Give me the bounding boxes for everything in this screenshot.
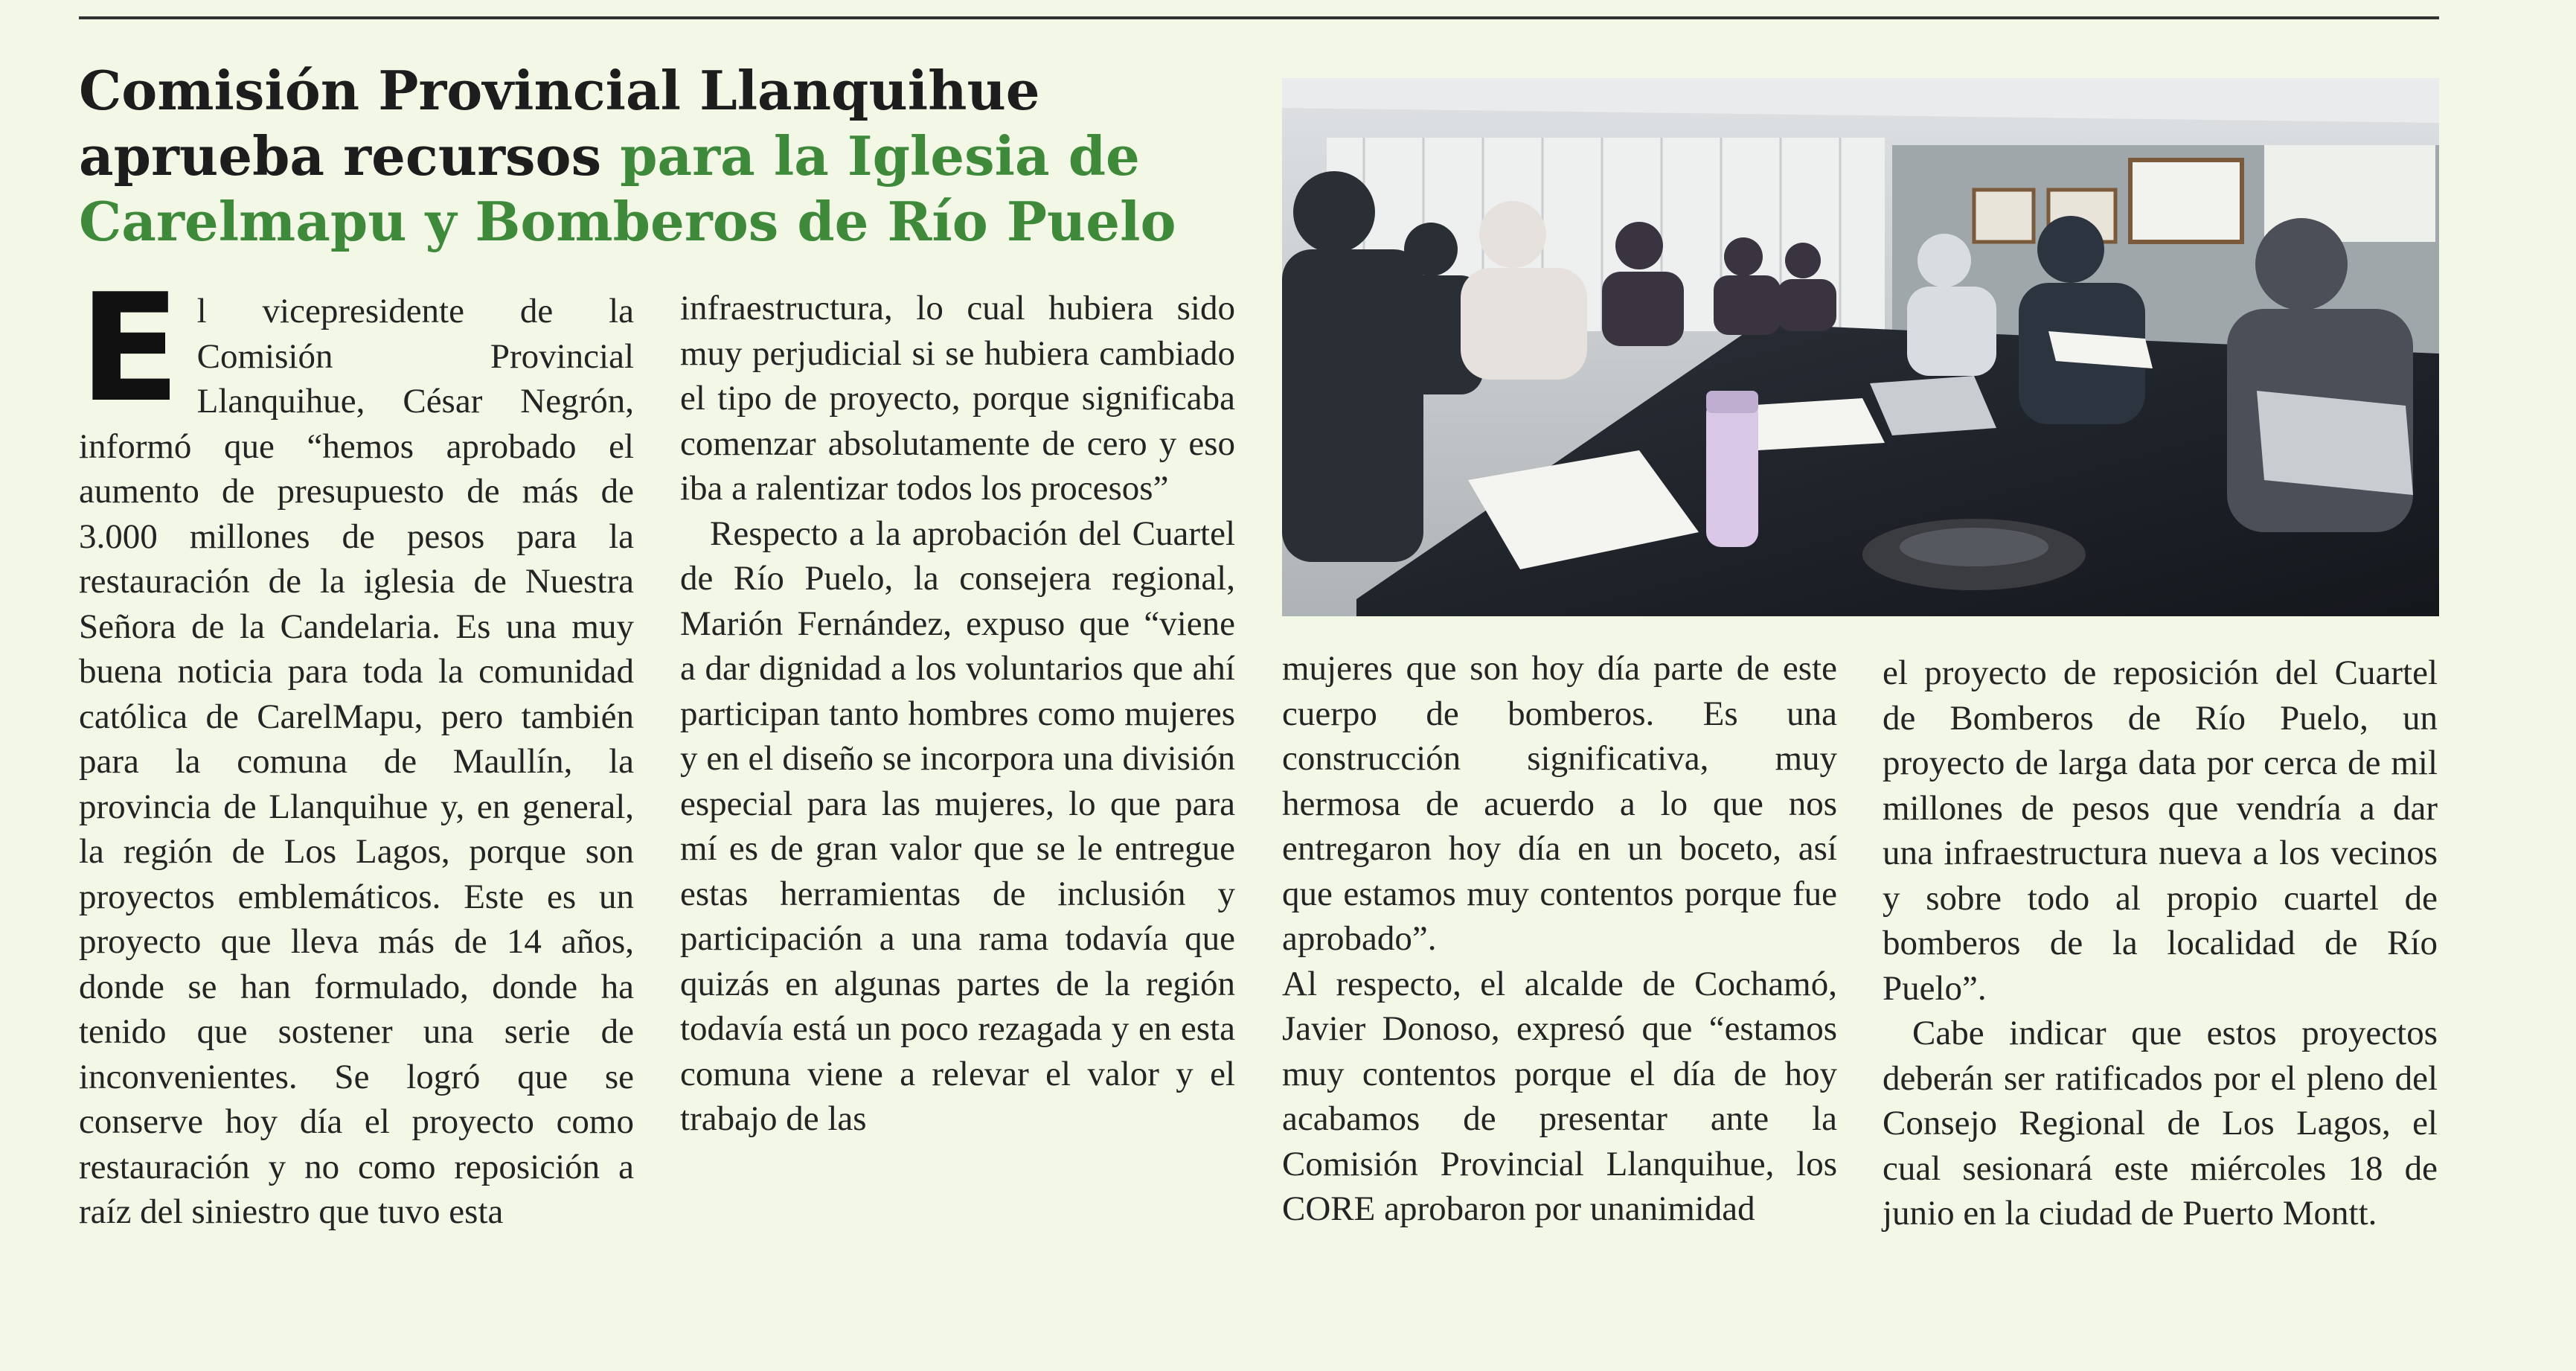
article-column-2 [680,286,1235,1142]
column-2-paragraph-1: infraestructura, lo cual hubiera sido muy perjudicial si se hubiera cambiado el tipo de proyecto, porque significaba comenzar absolutamente de cero y eso iba a ralentizar todos los procesos” [680,289,1235,508]
column-2-paragraph-2: Respecto a la aprobación del Cuartel de Río Puelo, la consejera regional, Marión Fernández, expuso que “viene a dar dignidad a los voluntarios que ahí participan tanto hombres como mujeres y en el diseño se incorpora una división especial para las mujeres, lo que para mí es de gran valor que se le entregue estas herramientas de inclusión y participación a una rama todavía que quizás en algunas partes de la región todavía está un poco rezagada y en esta comuna viene a relevar el valor y el trabajo de las [680,514,1235,1138]
column-3-paragraph-2: Al respecto, el alcalde de Cochamó, Javier Donoso, expresó que “estamos muy contentos porque el día de hoy acabamos de presentar ante la Comisión Provincial Llanquihue, los CORE aprobaron por unanimidad [1282,964,1837,1228]
headline [79,58,1240,255]
column-4-paragraph-1: el proyecto de reposición del Cuartel de Bomberos de Río Puelo, un proyecto de larga data por cerca de mil millones de pesos que vendría a dar una infraestructura nueva a los vecinos y sobre todo al propio cuartel de bomberos de la localidad de Río Puelo”. [1883,653,2438,1008]
column-3-paragraph-1: mujeres que son hoy día parte de este cuerpo de bomberos. Es una construcción significativa, muy hermosa de acuerdo a lo que nos entregaron hoy día en un boceto, así que estamos muy contentos porque fue aprobado”. [1282,649,1837,958]
headline-green: para la Iglesia de Carelmapu y Bomberos de Río Puelo [79,124,1176,253]
article-column-1 [79,262,634,1235]
meeting-photo [1282,78,2439,616]
article-column-3 [1282,646,1837,1232]
meeting-photo-illustration [1282,78,2439,616]
article-column-4 [1883,651,2438,1236]
top-rule [79,16,2439,19]
headline-black: Comisión Provincial Llanquihue aprueba recursos [79,59,1040,188]
drop-cap: E [79,262,181,435]
column-4-paragraph-2: Cabe indicar que estos proyectos deberán ser ratificados por el pleno del Consejo Regional de Los Lagos, el cual sesionará este miércoles 18 de junio en la ciudad de Puerto Montt. [1883,1014,2438,1233]
column-1-paragraph-1: l vicepresidente de la Comisión Provincial Llanquihue, César Negrón, informó que “hemos aprobado el aumento de presupuesto de más de 3.000 millones de pesos para la restauración de la iglesia de Nuestra Señora de la Candelaria. Es una muy buena noticia para toda la comunidad católica de CarelMapu, pero también para la comuna de Maullín, la provincia de Llanquihue y, en general, la región de Los Lagos, porque son proyectos emblemáticos. Este es un proyecto que lleva más de 14 años, donde se han formulado, donde ha tenido que sostener una serie de inconvenientes. Se logró que se conserve hoy día el proyecto como restauración y no como reposición a raíz del siniestro que tuvo esta [79,292,634,1231]
